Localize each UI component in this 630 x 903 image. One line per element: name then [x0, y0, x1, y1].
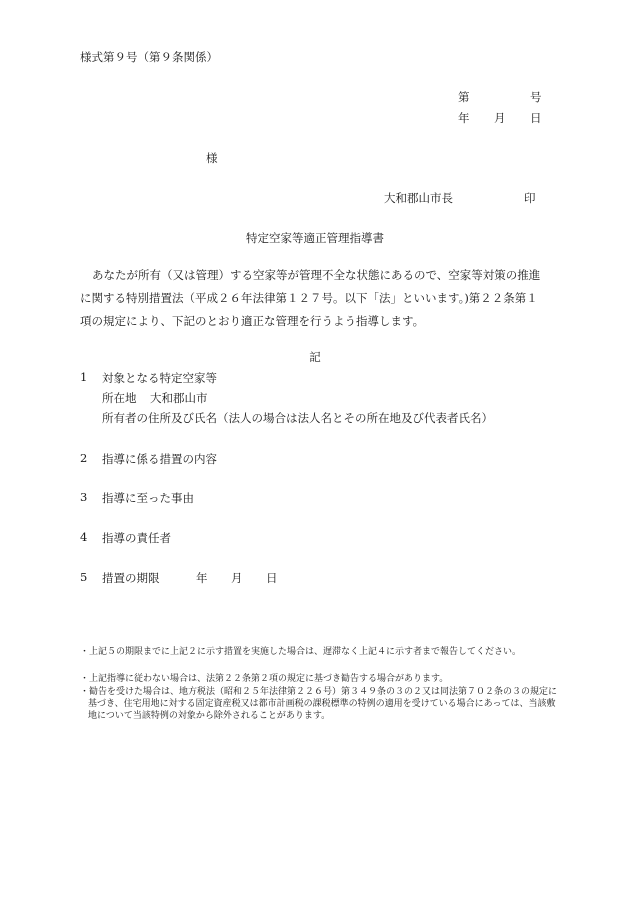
- body-text: [80, 264, 552, 333]
- item-3-number: 3: [80, 490, 88, 504]
- ki-heading: 記: [309, 350, 321, 364]
- owner-label: 所有者の住所及び氏名（法人の場合は法人名とその所在地及び代表者氏名）: [102, 411, 493, 425]
- addressee-suffix: 様: [206, 151, 218, 165]
- item-5-year: 年: [196, 571, 208, 585]
- number-go: 号: [530, 90, 542, 104]
- item-5-day: 日: [266, 571, 278, 585]
- item-1-number: 1: [80, 370, 88, 384]
- item-3-label: 指導に至った事由: [102, 491, 194, 505]
- location-value: 大和郡山市: [150, 391, 208, 405]
- issuer-name: 大和郡山市長: [384, 191, 453, 205]
- date-year: 年: [458, 111, 470, 125]
- body-line-1: あなたが所有（又は管理）する空家等が管理不全な状態にあるので、空家等対策の推進: [92, 268, 541, 282]
- item-5-label: 措置の期限: [102, 571, 160, 585]
- issuer-seal: 印: [524, 191, 536, 205]
- item-2-label: 指導に係る措置の内容: [102, 452, 217, 466]
- location-label: 所在地: [102, 391, 137, 405]
- body-line-2: に関する特別措置法（平成２６年法律第１２７号。以下「法」といいます。)第２２条第１: [80, 291, 538, 305]
- note-3: ・勧告を受けた場合は、地方税法（昭和２５年法律第２２６号）第３４９条の３の２又は同法第７０２条の３の規定に基づき、住宅用地に対する固定資産税又は都市計画税の課税標準の特例の適用を受けている場合にあっては、当該敷地について当該特例の対象から除外されることがあります。: [80, 687, 558, 721]
- item-4-number: 4: [80, 530, 88, 544]
- note-1: ・上記５の期限までに上記２に示す措置を実施した場合は、遅滞なく上記４に示す者まで報告してください。: [80, 647, 522, 657]
- item-5-month: 月: [231, 571, 243, 585]
- document-title: 特定空家等適正管理指導書: [246, 231, 384, 245]
- date-day: 日: [530, 111, 542, 125]
- item-5-number: 5: [80, 570, 88, 584]
- form-label: 様式第９号（第９条関係）: [80, 50, 218, 64]
- item-1-label: 対象となる特定空家等: [102, 371, 217, 385]
- note-2: ・上記指導に従わない場合は、法第２２条第２項の規定に基づき勧告する場合があります。: [80, 674, 449, 684]
- item-2-number: 2: [80, 451, 88, 465]
- date-month: 月: [494, 111, 506, 125]
- number-dai: 第: [458, 90, 470, 104]
- body-line-3: 項の規定により、下記のとおり適正な管理を行うよう指導します。: [80, 314, 425, 328]
- item-4-label: 指導の責任者: [102, 531, 171, 545]
